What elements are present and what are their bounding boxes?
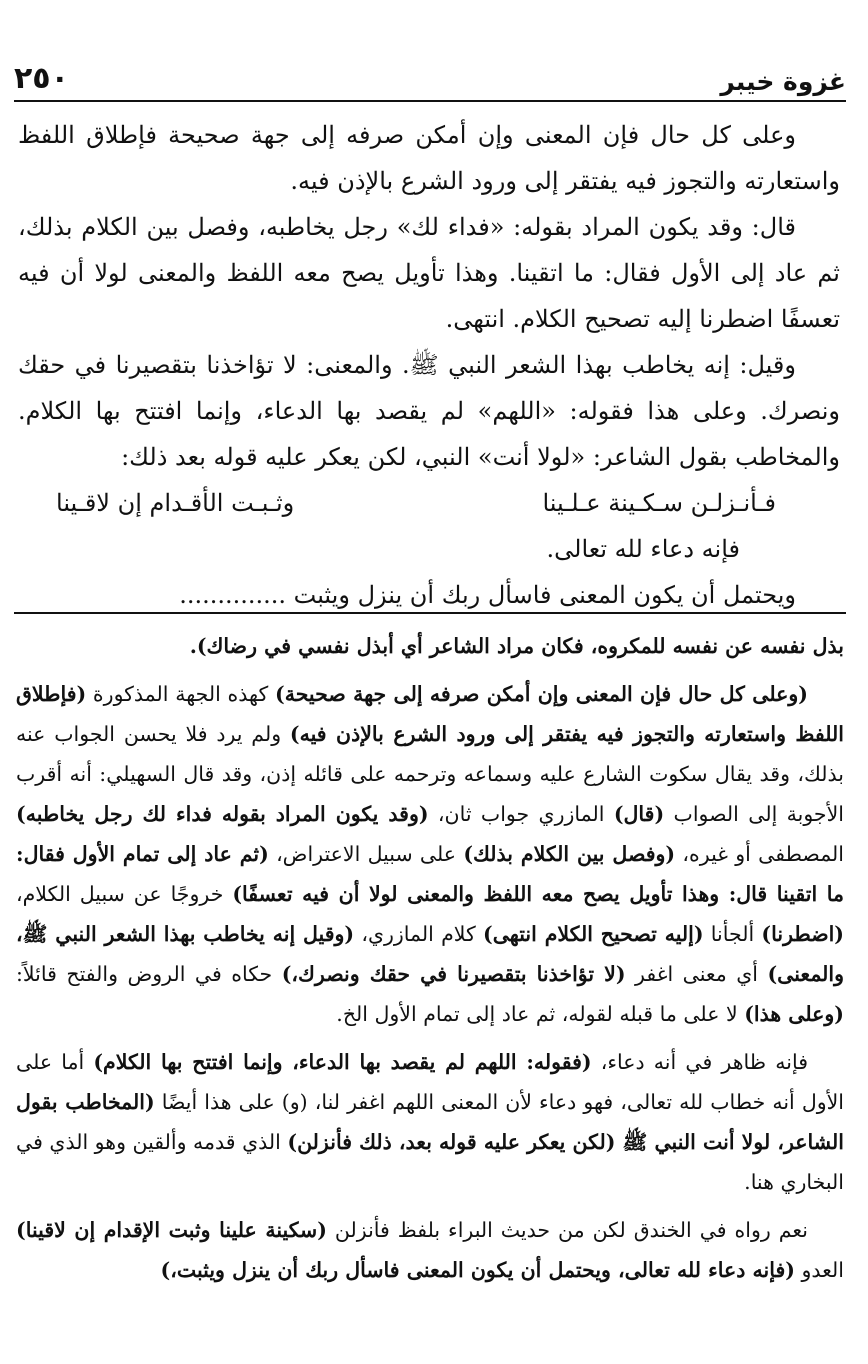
commentary-paragraph-2	[16, 674, 844, 1034]
commentary-paragraph-3	[16, 1042, 844, 1202]
commentary-bold: (لا تؤاخذنا بتقصيرنا في حقك ونصرك،)	[281, 962, 626, 986]
main-paragraph-2: قال: وقد يكون المراد بقوله: «فداء لك» رجل يخاطبه، وفصل بين الكلام بذلك، ثم عاد إلى الأول فقال: ما اتقينا. وهذا تأويل يصح معه اللفظ والمعنى لولا أن فيه تعسفًا اضطرنا إليه تصحيح الكلام. انتهى.	[18, 213, 840, 333]
commentary-text-span: الذي قدمه وألقين وهو الذي في البخاري هنا.	[16, 1130, 844, 1194]
main-paragraph-3: وقيل: إنه يخاطب بهذا الشعر النبي ﷺ. والمعنى: لا تؤاخذنا بتقصيرنا في حقك ونصرك. وعلى هذا فقوله: «اللهم» لم يقصد بها الدعاء، وإنما افتتح بها الكلام. والمخاطب بقول الشاعر: «لولا أنت» النبي، لكن يعكر عليه قوله بعد ذلك:	[18, 351, 840, 471]
commentary-text-span: أما على الأول أنه خطاب لله تعالى، فهو دعاء لأن المعنى اللهم اغفر لنا، (و) على هذا أيضًا	[16, 1050, 845, 1114]
commentary-text-span: كهذه الجهة المذكورة	[86, 682, 275, 706]
main-paragraph-4: فإنه دعاء لله تعالى.	[546, 535, 740, 563]
commentary-text-span: حكاه في الروض والفتح قائلاً:	[16, 962, 282, 986]
commentary-text-span: لا على ما قبله لقوله، ثم عاد إلى تمام الأول الخ.	[336, 1002, 745, 1026]
commentary-text-span: كلام المازري،	[354, 922, 484, 946]
commentary-bold: (فإطلاق اللفظ واستعارته والتجوز فيه يفتقر إلى ورود الشرع بالإذن فيه)	[16, 682, 844, 746]
commentary-text-span: أي معنى اغفر	[625, 962, 768, 986]
commentary-bold: (اضطرنا)	[761, 922, 845, 946]
commentary-bold: (وعلى هذا)	[744, 1002, 844, 1026]
header-divider	[14, 100, 846, 102]
commentary-bold: (وعلى كل حال فإن المعنى وإن أمكن صرفه إلى جهة صحيحة)	[275, 682, 808, 706]
main-text	[18, 112, 840, 618]
commentary-paragraph-1	[16, 626, 844, 666]
verse-second-hemistich: وثـبـت الأقـدام إن لاقـينا	[56, 489, 295, 517]
commentary-text-span: نعم رواه في الخندق لكن من حديث البراء بلفظ فأنزلن	[326, 1218, 808, 1242]
verse-first-hemistich: فـأنـزلـن سـكـينة عـلـينا	[542, 489, 776, 517]
commentary-bold: (فإنه دعاء لله تعالى، ويحتمل أن يكون المعنى فاسأل ربك أن ينزل ويثبت،)	[160, 1258, 795, 1282]
page-number: ٢٥٠	[14, 61, 69, 96]
commentary-text-span: خروجًا عن سبيل الكلام،	[16, 882, 233, 906]
commentary-bold: (إليه تصحيح الكلام انتهى)	[483, 922, 704, 946]
commentary-text	[16, 626, 844, 1298]
main-paragraph-5: ويحتمل أن يكون المعنى فاسأل ربك أن ينزل ويثبت ..............	[179, 581, 796, 609]
commentary-bold: (سكينة علينا وثبت الإقدام إن لاقينا)	[16, 1218, 327, 1242]
commentary-text-span: فإنه ظاهر في أنه دعاء،	[591, 1050, 809, 1074]
commentary-bold: (فقوله: اللهم لم يقصد بها الدعاء، وإنما افتتح بها الكلام)	[93, 1050, 592, 1074]
page-header	[14, 52, 846, 96]
commentary-bold: (وفصل بين الكلام بذلك)	[463, 842, 676, 866]
poetry-verse	[18, 480, 840, 526]
commentary-bold: (وقيل إنه يخاطب بهذا الشعر النبي ﷺ، والمعنى)	[16, 922, 845, 986]
commentary-text-span: المصطفى أو غيره،	[675, 842, 844, 866]
commentary-text-span: المازري جواب ثان،	[428, 802, 614, 826]
running-title: غزوة خيبر	[720, 67, 846, 96]
commentary-bold: (قال)	[613, 802, 665, 826]
footnote-divider	[14, 612, 846, 614]
commentary-bold: بذل نفسه عن نفسه للمكروه، فكان مراد الشاعر أي أبذل نفسي في رضاك).	[189, 634, 844, 658]
commentary-bold: (المخاطب بقول الشاعر، لولا أنت النبي ﷺ (لكن يعكر عليه قوله بعد، ذلك فأنزلن)	[16, 1090, 844, 1154]
commentary-bold: (وقد يكون المراد بقوله فداء لك رجل يخاطبه)	[16, 802, 429, 826]
commentary-paragraph-4	[16, 1210, 844, 1290]
main-paragraph-1: وعلى كل حال فإن المعنى وإن أمكن صرفه إلى جهة صحيحة فإطلاق اللفظ واستعارته والتجوز فيه يفتقر إلى ورود الشرع بالإذن فيه.	[18, 121, 840, 195]
commentary-text-span: ولم يرد فلا يحسن الجواب عنه بذلك، وقد يقال سكوت الشارع عليه وسماعه وترحمه على قائله إذن، وقد قال السهيلي: أنه أقرب الأجوبة إلى الصواب	[16, 722, 844, 826]
commentary-bold: (ثم عاد إلى تمام الأول فقال: ما اتقينا قال: وهذا تأويل يصح معه اللفظ والمعنى لولا أن فيه تعسفًا)	[16, 842, 844, 906]
commentary-text-span: ألجأنا	[703, 922, 762, 946]
commentary-text-span: على سبيل الاعتراض،	[268, 842, 464, 866]
commentary-text-span: العدو	[794, 1258, 844, 1282]
